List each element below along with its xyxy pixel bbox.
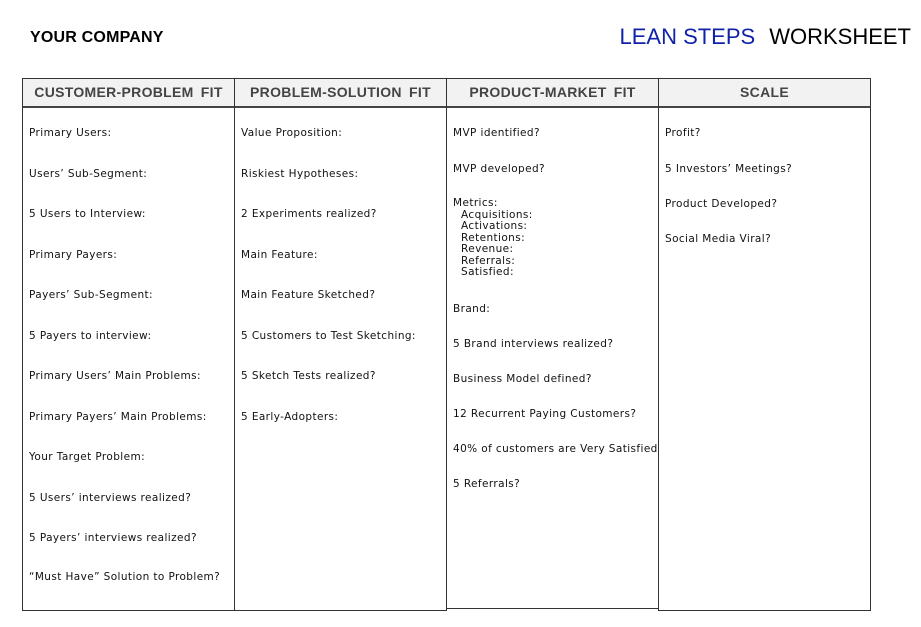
column-product-market-fit <box>446 78 659 609</box>
list-item: Riskiest Hypotheses: <box>241 168 359 180</box>
list-item: 5 Sketch Tests realized? <box>241 370 376 382</box>
list-item: 5 Payers to interview: <box>29 330 152 342</box>
list-item: Primary Users: <box>29 127 112 139</box>
metric-item: Activations: <box>461 220 528 232</box>
list-item: MVP identified? <box>453 127 540 139</box>
metric-item: Referrals: <box>461 254 516 267</box>
worksheet-title <box>619 24 911 50</box>
column-heading: PROBLEM-SOLUTION FIT <box>235 79 446 108</box>
list-item: 5 Early-Adopters: <box>241 411 339 423</box>
list-item: Main Feature: <box>241 249 318 261</box>
list-item: Primary Payers: <box>29 249 118 261</box>
list-item: “Must Have” Solution to Problem? <box>29 571 221 583</box>
list-item: 5 Brand interviews realized? <box>453 338 614 350</box>
column-problem-solution-fit <box>234 78 447 611</box>
list-item: Primary Users’ Main Problems: <box>29 370 201 382</box>
metric-item: Revenue: <box>461 243 514 255</box>
list-item: Product Developed? <box>665 198 778 210</box>
list-item: Main Feature Sketched? <box>241 289 376 301</box>
column-heading: SCALE <box>659 79 870 108</box>
list-item: 5 Investors’ Meetings? <box>665 163 793 175</box>
list-item: Business Model defined? <box>453 373 592 385</box>
list-item: Payers’ Sub-Segment: <box>29 289 153 301</box>
metric-item: Acquisitions: <box>461 208 533 221</box>
list-item: Your Target Problem: <box>29 451 146 463</box>
column-scale <box>658 78 871 611</box>
list-item: 5 Payers’ interviews realized? <box>29 532 197 544</box>
list-item: 5 Referrals? <box>453 478 521 490</box>
list-item: 5 Users to Interview: <box>29 208 146 220</box>
title-lean-steps: LEAN STEPS <box>619 24 756 49</box>
company-name: YOUR COMPANY <box>30 29 164 46</box>
list-item: MVP developed? <box>453 163 546 175</box>
list-item: Brand: <box>453 303 491 315</box>
column-customer-problem-fit <box>22 78 235 611</box>
metric-item: Retentions: <box>461 231 526 244</box>
list-item: Profit? <box>665 127 701 139</box>
list-item: Primary Payers’ Main Problems: <box>29 411 207 423</box>
list-item: 2 Experiments realized? <box>241 208 377 220</box>
column-heading: PRODUCT-MARKET FIT <box>447 79 658 108</box>
list-item: 40% of customers are Very Satisfied <box>453 443 658 455</box>
title-worksheet: WORKSHEET <box>769 24 911 49</box>
list-item: 5 Users’ interviews realized? <box>29 492 192 504</box>
list-item: Value Proposition: <box>241 127 343 139</box>
metric-item: Satisfied: <box>461 266 514 278</box>
list-item: Social Media Viral? <box>665 233 772 245</box>
list-item: 5 Customers to Test Sketching: <box>241 330 416 342</box>
list-item: 12 Recurrent Paying Customers? <box>453 408 637 420</box>
column-heading: CUSTOMER-PROBLEM FIT <box>23 79 234 108</box>
list-item: Users’ Sub-Segment: <box>29 168 148 180</box>
metrics-label: Metrics: <box>453 197 498 209</box>
metrics-block <box>453 198 533 279</box>
